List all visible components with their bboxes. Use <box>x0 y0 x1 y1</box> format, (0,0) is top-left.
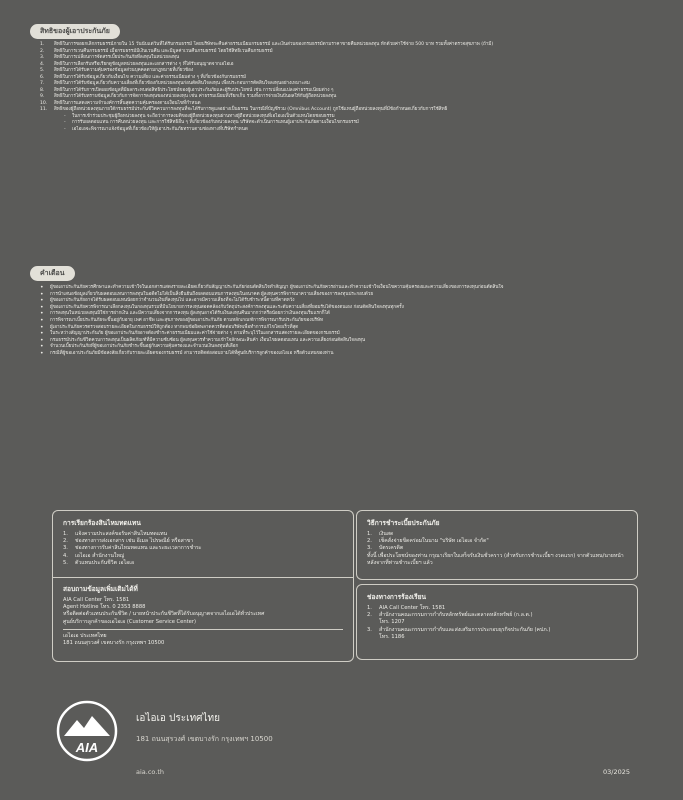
complaint-title: ช่องทางการร้องเรียน <box>367 593 427 601</box>
contact-line: ศูนย์บริการลูกค้าของเอไอเอ (Customer Service Center) <box>63 618 197 625</box>
note-item: • ผู้ขอเอาประกันภัยอาจได้รับผลตอบแทนน้อยกว่าจำนวนเงินที่ลงทุนไป และอาจมีความเสี่ยงที่จะไม่ได้รับชำระหนี้ตามที่คาดหวัง <box>40 297 295 305</box>
note-item: • กรณีที่ผู้ขอเอาประกันภัยมีข้อสงสัยเกี่ยวกับรายละเอียดของกรมธรรม์ สามารถติดต่อสอบถามได้ที่ศูนย์บริการลูกค้าของเอไอเอ หรือตัวแทนของท่าน <box>40 349 334 357</box>
payment-box <box>356 510 638 580</box>
bullet-icon: • <box>40 290 44 298</box>
contact-line: Agent Hotline โทร. 0 2353 8888 <box>63 604 146 611</box>
complaint-item: 1. AIA Call Center โทร. 1581 <box>367 605 446 611</box>
rights-item: 8. สิทธิในการได้รับการเปิดเผยข้อมูลที่มีผลกระทบต่อสิทธิประโยชน์ของผู้เอาประกันภัยและผู้รับประโยชน์ เช่น การเปลี่ยนแปลงค่าธรรมเนียมต่าง ๆ <box>40 87 334 93</box>
note-item: • ในระหว่างสัญญาประกันภัย ผู้ขอเอาประกันภัยอาจต้องชำระค่าธรรมเนียมและค่าใช้จ่ายต่าง ๆ ตามที่ระบุไว้ในเอกสารแสดงรายละเอียดของกรมธรรม์ <box>40 330 340 338</box>
rights-item: 9. สิทธิในการได้รับทราบข้อมูลเกี่ยวกับการจัดการลงทุนของหน่วยลงทุน เช่น ค่าธรรมเนียมที่เรียกเก็บ รวมทั้งการจ่ายเงินปันผลให้กับผู้ถือหน่วยลงทุน <box>40 94 337 99</box>
note-item: • จำนวนเบี้ยประกันภัยที่ผู้ขอเอาประกันภัยชำระขึ้นอยู่กับความคุ้มครองและจำนวนเงินลงทุนที่เลือก <box>40 343 239 351</box>
rights-item: 7. สิทธิในการได้รับข้อมูลเกี่ยวกับความเสี่ยงที่เกี่ยวข้องกับหน่วยลงทุนก่อนตัดสินใจลงทุน เพื่อประกอบการตัดสินใจลงทุนอย่างเหมาะสม <box>40 81 310 86</box>
complaint-item: โทร. 1207 <box>379 619 405 626</box>
bullet-icon: • <box>40 323 44 331</box>
claims-company: เอไอเอ ประเทศไทย <box>63 632 107 639</box>
rights-item: 5. สิทธิในการได้รับความคุ้มครองข้อมูลส่วนบุคคลตามกฎหมายที่เกี่ยวข้อง <box>40 68 194 73</box>
bullet-icon: • <box>40 336 44 344</box>
payment-title: วิธีการชำระเบี้ยประกันภัย <box>367 519 440 527</box>
complaint-item: 3. สำนักงานคณะกรรมการกำกับและส่งเสริมการประกอบธุรกิจประกันภัย (คปภ.) <box>367 626 551 633</box>
claims-title: การเรียกร้องสินไหมทดแทน <box>63 519 141 527</box>
note-item: • การลงทุนในหน่วยลงทุนมิใช่การฝากเงิน และมีความเสี่ยงจากการลงทุน ผู้ลงทุนอาจได้รับเงินลงทุนคืนมากกว่าหรือน้อยกว่าเงินลงทุนเริ่มแรกก็ได้ <box>40 310 330 318</box>
claims-item: 4. เอไอเอ สำนักงานใหญ่ <box>63 552 125 559</box>
rights-subitem: ในการเข้าร่วมประชุมผู้ถือหน่วยลงทุน จะถือว่าการลงมติของผู้ถือหน่วยลงทุนผ่านทางผู้ถือหน่วยลงทุนที่เอไอเอเป็นตัวแทนโดยชอบธรรม <box>72 113 335 119</box>
bullet-icon: • <box>40 330 44 338</box>
note-item: • การพิจารณาเบี้ยประกันภัยจะขึ้นอยู่กับอายุ เพศ อาชีพ และสุขภาพของผู้ขอเอาประกันภัย ตามหลักเกณฑ์การพิจารณารับประกันภัยของบริษัท <box>40 316 324 324</box>
claims-item: 1. แจ้งความประสงค์ขอรับค่าสินไหมทดแทน <box>63 531 168 537</box>
claims-address: 181 ถนนสุรวงศ์ เขตบางรัก กรุงเทพฯ 10500 <box>63 640 165 647</box>
company-address: 181 ถนนสุรวงศ์ เขตบางรัก กรุงเทพฯ 10500 <box>136 735 273 743</box>
note-item: • ผู้ขอเอาประกันภัยควรศึกษาและทำความเข้าใจในเอกสารแสดงรายละเอียดเกี่ยวกับสัญญาประกันภัยก่อนตัดสินใจทำสัญญา ผู้ขอเอาประกันภัยควรอ่านและทำความเข้าใจเงื่อนไขความคุ้มครองและความเสี่ยงของการลงทุนก่อนตัดสินใจ <box>40 284 504 291</box>
document-date: 03/2025 <box>602 768 630 776</box>
rights-item: 3. สิทธิในการเปลี่ยนการจัดสรรเบี้ยประกันภัยที่ลงทุนในหน่วยลงทุน <box>40 55 180 60</box>
bullet-icon: • <box>40 343 44 351</box>
notes-heading: คำเตือน <box>30 266 75 281</box>
mountain-logo-icon <box>52 700 122 762</box>
note-item: • การนำเสนอข้อมูลเกี่ยวกับผลตอบแทนการลงทุนในอดีตไม่ได้เป็นสิ่งยืนยันถึงผลตอบแทนการลงทุนในอนาคต ผู้ลงทุนควรพิจารณาความเสี่ยงของการลงทุนประกอบด้วย <box>40 290 374 298</box>
rights-subitem: เอไอเอจะพิจารณาแจ้งข้อมูลที่เกี่ยวข้องให้ผู้เอาประกันภัยทราบตามช่องทางที่บริษัทกำหนด <box>72 126 248 132</box>
note-item: • ผู้ขอเอาประกันภัยควรพิจารณาเลือกลงทุนในกองทุนรวมที่มีนโยบายการลงทุนสอดคล้องกับวัตถุประสงค์การลงทุนและระดับความเสี่ยงที่ยอมรับได้ของตนเอง ก่อนตัดสินใจลงทุนทุกครั้ง <box>40 303 404 311</box>
bullet-icon: • <box>40 284 44 291</box>
payment-item: 3. บัตรเครดิต <box>367 545 404 552</box>
contact-title: สอบถามข้อมูลเพิ่มเติมได้ที่ <box>63 585 138 593</box>
claims-box <box>52 510 354 662</box>
rights-subitems: - ในการเข้าร่วมประชุมผู้ถือหน่วยลงทุน จะถือว่าการลงมติของผู้ถือหน่วยลงทุนผ่านทางผู้ถือหน่วยลงทุนที่เอไอเอเป็นตัวแทนโดยชอบธรรม - การรับผลตอบแทน การคืนหน่วยลงทุน และการใช้สิทธิอื่น ๆ ที่เกี่ยวข้องกับหน่วยลงทุน บริษัทจะดำเนินการแทนผู้เอาประกันภัยตามเงื่อนไขกรมธรรม์ - เอไอเอจะพิจารณาแจ้งข้อมูลที่เกี่ยวข้องให้ผู้เอาประกันภัยทราบตามช่องทางที่บริษัทกำหนด <box>64 113 359 132</box>
rights-item: 2. สิทธิในการเวนคืนกรมธรรม์ เมื่อกรมธรรม์มีเงินเวนคืน และมีมูลค่าเวนคืนกรมธรรม์ โดยใช้สิทธิเวนคืนกรมธรรม์ <box>40 48 273 54</box>
contact-line: หรือติดต่อตัวแทนประกันชีวิต / นายหน้าประกันชีวิตที่ได้รับอนุญาตจากเอไอเอได้ทั่วประเทศ <box>63 611 265 618</box>
company-name: เอไอเอ ประเทศไทย <box>136 713 220 724</box>
claims-item: 5. ตัวแทนประกันชีวิต เอไอเอ <box>63 559 135 566</box>
aia-logo <box>52 700 122 762</box>
bullet-icon: • <box>40 349 44 357</box>
logo-text: AIA <box>75 740 99 755</box>
complaint-item: โทร. 1186 <box>379 633 405 640</box>
note-item: • ผู้เอาประกันภัยควรตรวจสอบรายละเอียดในกรมธรรม์ให้ถูกต้อง หากพบข้อผิดพลาดควรติดต่อบริษัทเพื่อทำการแก้ไขโดยเร็วที่สุด <box>40 323 299 331</box>
claims-item: 2. ช่องทางการส่งเอกสาร เช่น อีเมล ไปรษณีย์ หรือสาขา <box>63 538 194 545</box>
website-link[interactable]: aia.co.th <box>136 768 165 776</box>
payment-item: 1. เงินสด <box>367 531 394 537</box>
bullet-icon: • <box>40 310 44 318</box>
complaint-box <box>356 584 638 660</box>
rights-item: 10. สิทธิในการแสดงความจำนงค์การสิ้นสุดความคุ้มครองตามเงื่อนไขที่กำหนด <box>40 100 201 106</box>
rights-item: 4. สิทธิในการเลือกรับหรือเรียกดูข้อมูลหน่วยลงทุนและเอกสารต่าง ๆ ที่ได้รับอนุญาตจากเอไอเอ <box>40 61 234 67</box>
rights-heading: สิทธิของผู้เอาประกันภัย <box>30 24 120 39</box>
rights-subitem: การรับผลตอบแทน การคืนหน่วยลงทุน และการใช้สิทธิอื่น ๆ ที่เกี่ยวข้องกับหน่วยลงทุน บริษัทจะดำเนินการแทนผู้เอาประกันภัยตามเงื่อนไขกรมธรรม์ <box>72 120 359 125</box>
rights-list <box>40 42 655 133</box>
rights-item: 11. สิทธิของผู้ถือหน่วยลงทุนภายใต้กรมธรรม์ประกันชีวิตควบการลงทุนที่จะได้รับการดูแลอย่างเป็นธรรม ในกรณีที่บัญชีรวม (Omnibus Account) ถูกใช้แทนผู้ถือหน่วยลงทุนที่มีข้อกำหนดเกี่ยวกับการใช้สิทธิ <box>40 107 448 112</box>
claims-item: 3. ช่องทางการรับค่าสินไหมทดแทน และระยะเวลาการชำระ <box>63 545 202 552</box>
complaint-item: 2. สำนักงานคณะกรรมการกำกับหลักทรัพย์และตลาดหลักทรัพย์ (ก.ล.ต.) <box>367 612 533 619</box>
note-item: • กรมธรรม์ประกันชีวิตควบการลงทุนเป็นผลิตภัณฑ์ที่มีความซับซ้อน ผู้ลงทุนควรทำความเข้าใจลักษณะสินค้า เงื่อนไขผลตอบแทน และความเสี่ยงก่อนตัดสินใจลงทุน <box>40 336 366 344</box>
payment-item: 2. เช็คสั่งจ่ายขีดคร่อมในนาม "บริษัท เอไอเอ จำกัด" <box>367 538 489 545</box>
payment-note: ทั้งนี้ เพื่อประโยชน์ของท่าน กรุณาเรียกใบเสร็จรับเงินชั่วคราว (สำหรับการชำระเบี้ยฯ งวดแรก) จากตัวแทน/นายหน้า หลังจากที่ท่านชำระเบี้ยฯ แล้ว <box>367 552 624 566</box>
contact-line: AIA Call Center โทร. 1581 <box>63 597 130 603</box>
rights-item: 1. สิทธิในการขอยกเลิกกรมธรรม์ภายใน 15 วันนับแต่วันที่ได้รับกรมธรรม์ โดยบริษัทจะคืนค่าธรรมเนียมกรมธรรม์ และเงินส่วนของกรมธรรม์ตามราคาขายคืนหน่วยลงทุน หักด้วยค่าใช้จ่าย 500 บาท รวมทั้งค่าตรวจสุขภาพ (ถ้ามี) <box>40 42 494 47</box>
bullet-icon: • <box>40 303 44 311</box>
notes-list <box>40 285 655 358</box>
bullet-icon: • <box>40 297 44 305</box>
bullet-icon: • <box>40 316 44 324</box>
rights-item: 6. สิทธิในการได้รับข้อมูลเกี่ยวกับเงื่อนไข ความเสี่ยง และค่าธรรมเนียมต่าง ๆ ที่เกี่ยวข้องกับกรมธรรม์ <box>40 74 247 80</box>
